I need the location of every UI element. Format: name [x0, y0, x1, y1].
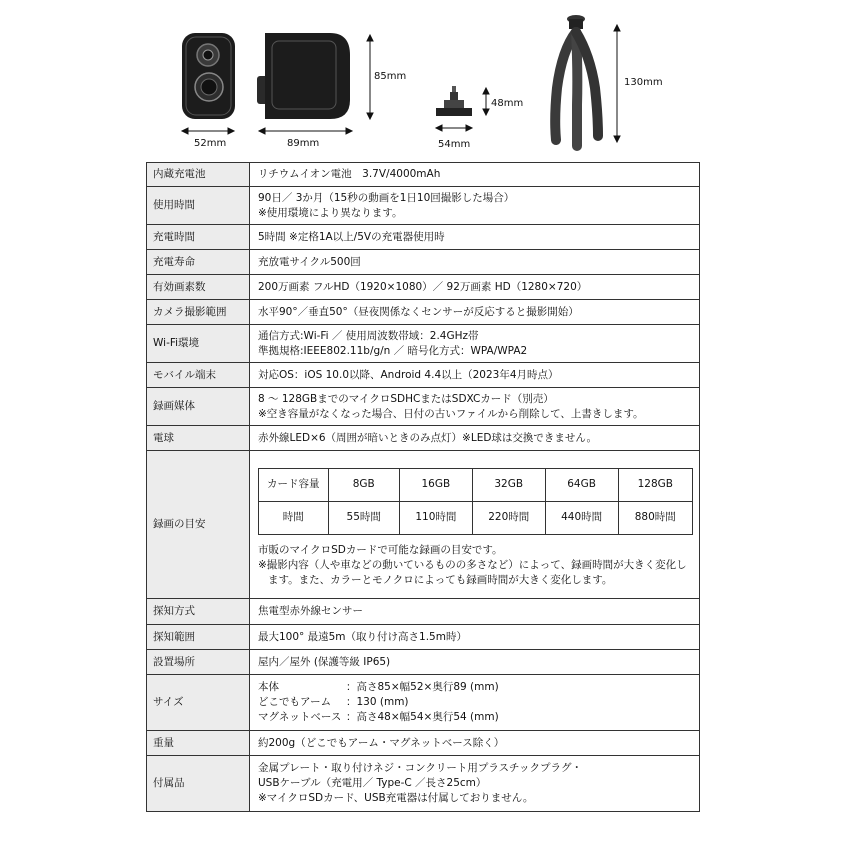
time-cell: 55時間: [328, 501, 399, 534]
spec-value: 焦電型赤外線センサー: [250, 599, 700, 625]
time-header: 時間: [259, 501, 329, 534]
spec-value: 赤外線LED×6（周囲が暗いときのみ点灯）※LED球は交換できません。: [250, 426, 700, 451]
capacity-cell: 32GB: [472, 468, 545, 501]
dim-width-front: 52mm: [194, 138, 227, 149]
recording-note: 市販のマイクロSDカードで可能な録画の目安です。: [258, 543, 503, 556]
spec-label: 使用時間: [147, 187, 250, 225]
spec-value: 約200g（どこでもアーム・マグネットベース除く）: [250, 731, 700, 756]
spec-value: 金属プレート・取り付けネジ・コンクリート用プラスチックプラグ・ USBケーブル（充電用／ Type-C ／長さ25cm） ※マイクロSDカード、USB充電器は付属しておりません。: [250, 756, 700, 812]
spec-label: 充電寿命: [147, 250, 250, 275]
spec-row: [147, 250, 700, 275]
capacity-cell: 8GB: [328, 468, 399, 501]
capacity-cell: 64GB: [545, 468, 618, 501]
spec-row: [147, 731, 700, 756]
capacity-cell: 16GB: [399, 468, 472, 501]
spec-value: 200万画素 フルHD（1920×1080）／ 92万画素 HD（1280×720）: [250, 275, 700, 300]
dim-height-body: 85mm: [374, 71, 407, 82]
dim-base-width: 54mm: [438, 139, 471, 150]
spec-value: 最大100° 最遠5m（取り付け高さ1.5m時）: [250, 625, 700, 650]
spec-label: Wi-Fi環境: [147, 325, 250, 363]
spec-row: [147, 187, 700, 225]
spec-label: カメラ撮影範囲: [147, 300, 250, 325]
size-row: どこでもアーム ：130 (mm): [258, 696, 409, 708]
dim-width-side: 89mm: [287, 138, 320, 149]
time-cell: 440時間: [545, 501, 618, 534]
spec-label: 付属品: [147, 756, 250, 812]
spec-value: 屋内／屋外 (保護等級 IP65): [250, 650, 700, 675]
size-row: 本体 ：高さ85×幅52×奥行89 (mm): [258, 681, 499, 693]
spec-row-recording: [147, 451, 700, 599]
spec-label: 重量: [147, 731, 250, 756]
camera-side-view: [257, 33, 350, 119]
spec-label: 電球: [147, 426, 250, 451]
spec-row: [147, 275, 700, 300]
spec-row: [147, 300, 700, 325]
dim-base-height: 48mm: [491, 98, 524, 109]
spec-value: 水平90°／垂直50°（昼夜関係なくセンサーが反応すると撮影開始）: [250, 300, 700, 325]
spec-value: 通信方式:Wi-Fi ／ 使用周波数帯域：2.4GHz帯 準拠規格:IEEE802.11b/g/n ／ 暗号化方式：WPA/WPA2: [250, 325, 700, 363]
camera-front-view: [182, 33, 235, 119]
spec-value: 充放電サイクル500回: [250, 250, 700, 275]
spec-label: 内蔵充電池: [147, 163, 250, 187]
spec-row: [147, 325, 700, 363]
spec-label: 設置場所: [147, 650, 250, 675]
spec-label: モバイル端末: [147, 363, 250, 388]
spec-row: [147, 363, 700, 388]
spec-label: 探知方式: [147, 599, 250, 625]
spec-label: 探知範囲: [147, 625, 250, 650]
spec-row: [147, 225, 700, 250]
dim-arm-length: 130mm: [624, 77, 663, 88]
spec-label: 録画の目安: [147, 451, 250, 599]
capacity-header: カード容量: [259, 468, 329, 501]
spec-row: [147, 388, 700, 426]
spec-value: 8 ～ 128GBまでのマイクロSDHCまたはSDXCカード（別売） ※空き容量がなくなった場合、日付の古いファイルから削除して、上書きします。: [250, 388, 700, 426]
spec-row: [147, 426, 700, 451]
product-dimension-diagram: [0, 0, 847, 160]
capacity-cell: 128GB: [618, 468, 692, 501]
spec-row-size: [147, 675, 700, 731]
spec-row: [147, 599, 700, 625]
spec-row: [147, 650, 700, 675]
spec-label: 有効画素数: [147, 275, 250, 300]
time-cell: 880時間: [618, 501, 692, 534]
spec-value: リチウムイオン電池 3.7V/4000mAh: [250, 163, 700, 187]
time-cell: 220時間: [472, 501, 545, 534]
spec-value: [250, 675, 700, 731]
spec-row: [147, 163, 700, 187]
spec-label: 充電時間: [147, 225, 250, 250]
recording-note: ※撮影内容（人や車などの動いているものの多さなど）によって、録画時間が大きく変化し: [258, 558, 687, 571]
spec-table: [146, 162, 700, 812]
spec-row: [147, 756, 700, 812]
recording-note: ます。また、カラーとモノクロによっても録画時間が大きく変化します。: [268, 573, 613, 586]
spec-value: 5時間 ※定格1A以上/5Vの充電器使用時: [250, 225, 700, 250]
size-row: マグネットベース ：高さ48×幅54×奥行54 (mm): [258, 711, 499, 723]
magnet-base-icon: [436, 86, 472, 116]
time-cell: 110時間: [399, 501, 472, 534]
flexible-arm-icon: [555, 15, 598, 146]
spec-label: サイズ: [147, 675, 250, 731]
recording-time-table: [258, 468, 693, 535]
spec-label: 録画媒体: [147, 388, 250, 426]
spec-row: [147, 625, 700, 650]
spec-value: [250, 451, 700, 599]
spec-value: 対応OS：iOS 10.0以降、Android 4.4以上（2023年4月時点）: [250, 363, 700, 388]
spec-value: 90日／ 3か月（15秒の動画を1日10回撮影した場合） ※使用環境により異なります。: [250, 187, 700, 225]
